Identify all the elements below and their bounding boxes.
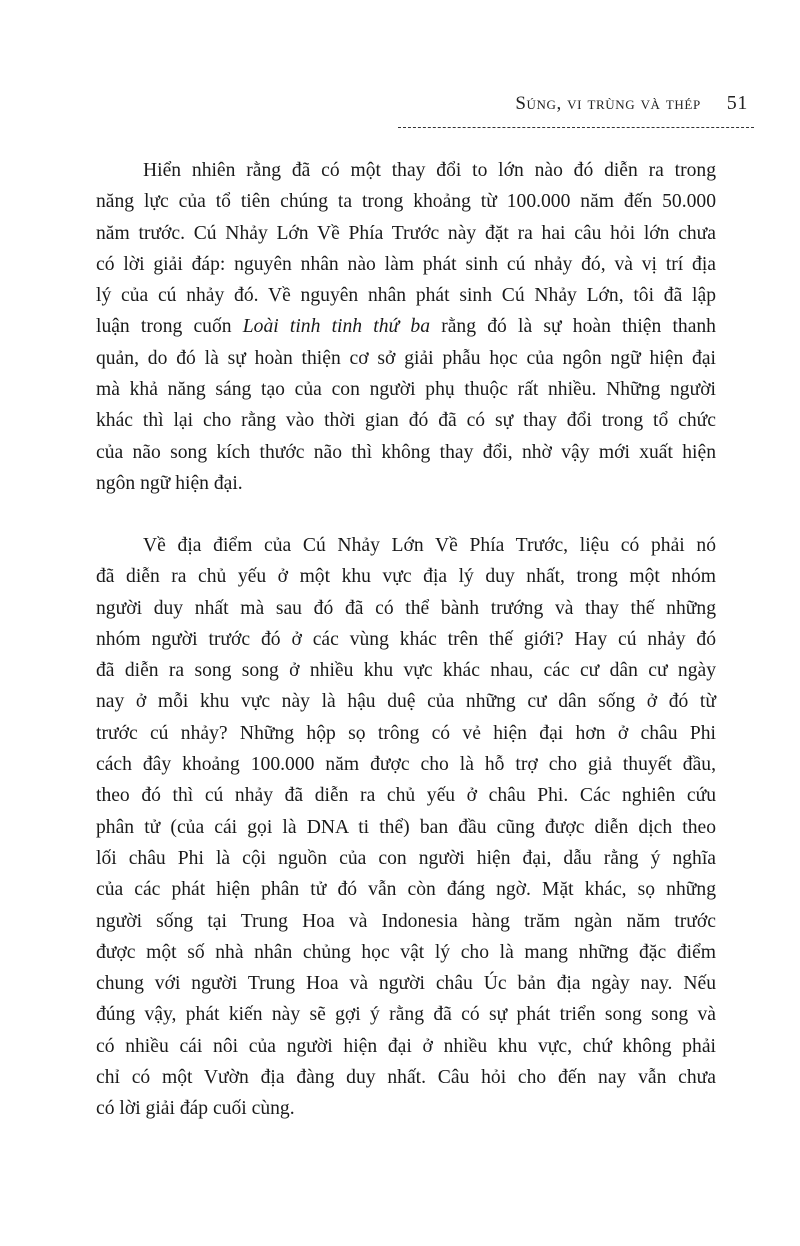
paragraph-2: [96, 530, 716, 1125]
text-line: lý của cú nhảy đó. Về nguyên nhân phát sinh Cú Nhảy Lớn, tôi đã lập: [96, 285, 716, 307]
text-line: nhóm người trước đó ở các vùng khác trên thế giới? Hay cú nhảy đó: [96, 628, 716, 650]
text-line: chỉ có một Vườn địa đàng duy nhất. Câu hỏi cho đến nay vẫn chưa: [96, 1067, 716, 1089]
text-line: năng lực của tổ tiên chúng ta trong khoảng từ 100.000 năm đến 50.000: [96, 191, 716, 213]
text-line: lối châu Phi là cội nguồn của con người hiện đại, dẫu rằng ý nghĩa: [96, 847, 716, 869]
text-line: năm trước. Cú Nhảy Lớn Về Phía Trước này đặt ra hai câu hỏi lớn chưa: [96, 222, 716, 244]
text-line: đã diễn ra chủ yếu ở một khu vực địa lý duy nhất, trong một nhóm: [96, 566, 716, 588]
text-line: đã diễn ra song song ở nhiều khu vực khác nhau, các cư dân cư ngày: [96, 660, 716, 682]
paragraph-1: [96, 155, 716, 499]
text-line: của các phát hiện phân tử đó vẫn còn đáng ngờ. Mặt khác, sọ những: [96, 879, 716, 901]
text-line: có nhiều cái nôi của người hiện đại ở nhiều khu vực, chứ không phải: [96, 1035, 716, 1057]
text-line: Về địa điểm của Cú Nhảy Lớn Về Phía Trước, liệu có phải nó: [143, 535, 716, 556]
text-line: theo đó thì cú nhảy đã diễn ra chủ yếu ở châu Phi. Các nghiên cứu: [96, 785, 716, 807]
text-line: ngôn ngữ hiện đại.: [96, 472, 243, 494]
text-line: chung với người Trung Hoa và người châu Úc bản địa ngày nay. Nếu: [96, 973, 716, 995]
text-line: người sống tại Trung Hoa và Indonesia hàng trăm ngàn năm trước: [96, 910, 716, 932]
book-title-italic: Loài tinh tinh thứ ba: [242, 316, 430, 338]
text-line: mà khả năng sáng tạo của con người phụ thuộc rất nhiều. Những người: [96, 379, 716, 401]
text-line: đúng vậy, phát kiến này sẽ gợi ý rằng đã có sự phát triển song song và: [96, 1004, 716, 1026]
text-line: luận trong cuốn Loài tinh tinh thứ ba rằng đó là sự hoàn thiện thanh: [96, 316, 716, 338]
header-dotted-rule: [398, 127, 754, 128]
text-line: Hiển nhiên rằng đã có một thay đổi to lớn nào đó diễn ra trong: [143, 160, 716, 181]
text-line: của não song kích thước não thì không thay đổi, nhờ vậy mới xuất hiện: [96, 441, 716, 463]
text-line: có lời giải đáp: nguyên nhân nào làm phát sinh cú nhảy đó, và vị trí địa: [96, 253, 716, 275]
text-line: nay ở mỗi khu vực này là hậu duệ của những cư dân sống ở đó từ: [96, 691, 716, 713]
text-line: phân tử (của cái gọi là DNA ti thể) ban đầu cũng được diễn dịch theo: [96, 816, 716, 838]
text-line: được một số nhà nhân chủng học vật lý cho là mang những đặc điểm: [96, 941, 716, 963]
text-line: có lời giải đáp cuối cùng.: [96, 1098, 295, 1120]
text-line: quản, do đó là sự hoàn thiện cơ sở giải phẫu học của ngôn ngữ hiện đại: [96, 347, 716, 369]
text-line: người duy nhất mà sau đó đã có thể bành trướng và thay thế những: [96, 597, 716, 619]
text-line: cách đây khoảng 100.000 năm được cho là hỗ trợ cho giả thuyết đầu,: [96, 754, 716, 776]
text-line: khác thì lại cho rằng vào thời gian đó đã có sự thay đổi trong tổ chức: [96, 410, 716, 432]
text-line: trước cú nhảy? Những hộp sọ trông có vẻ hiện đại hơn ở châu Phi: [96, 722, 716, 744]
page-number: 51: [726, 92, 748, 114]
book-title: Súng, vi trùng và thép: [515, 93, 701, 114]
running-header: [396, 92, 756, 122]
